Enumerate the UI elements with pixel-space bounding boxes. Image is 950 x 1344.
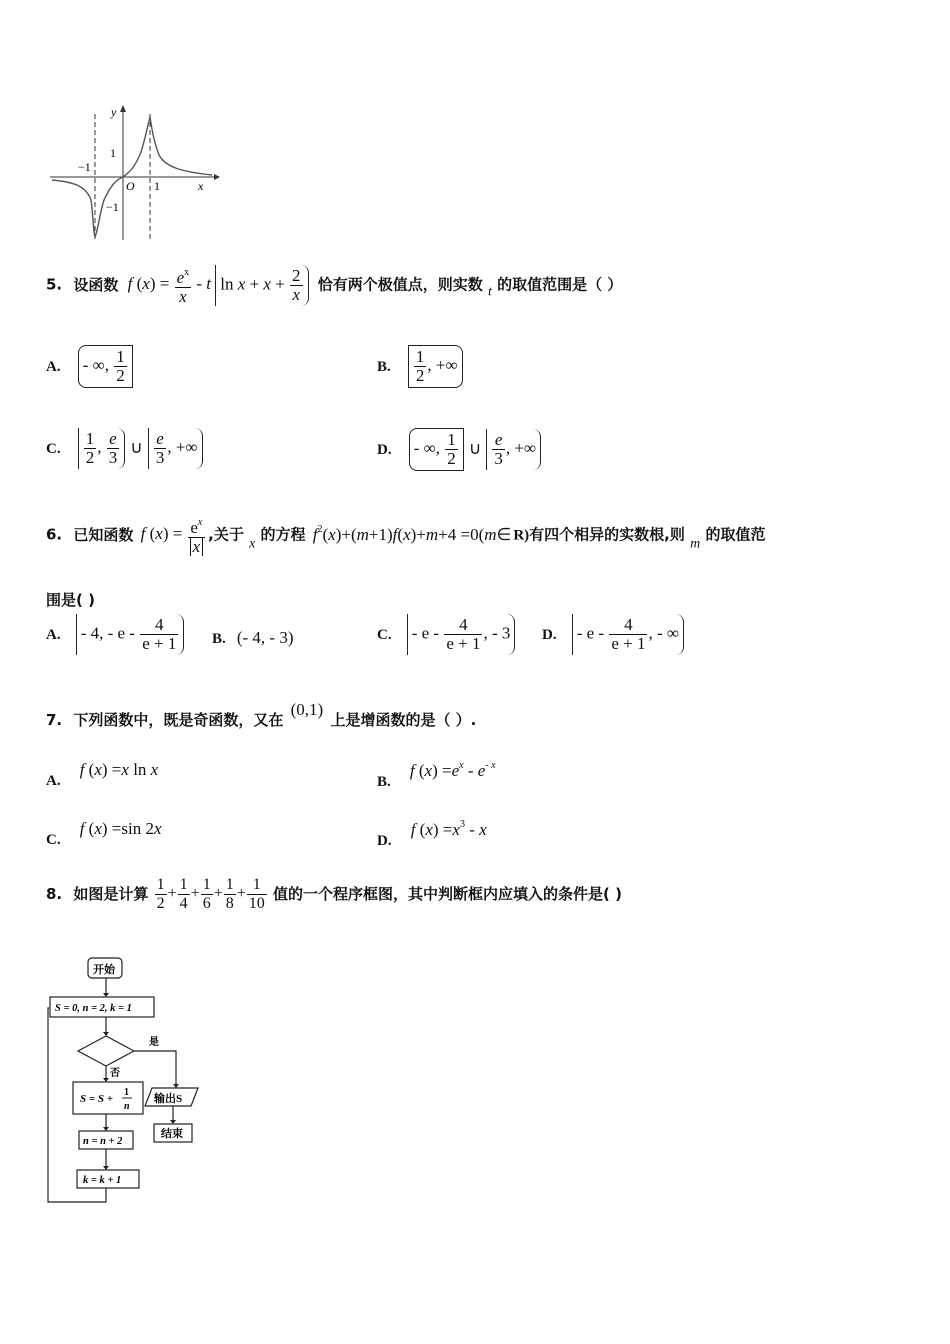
- q7-option-b-label: B.: [377, 774, 391, 790]
- q6-lead: 已知函数: [73, 525, 134, 544]
- q6-mid3: 有四个相异的实数根,则: [529, 525, 685, 544]
- q7-option-a[interactable]: A. f (x) =x ln x: [46, 760, 159, 789]
- q7-option-d[interactable]: D. f $(x) =x^3 - x$: [377, 819, 487, 849]
- q8-denom-5: 10: [248, 895, 265, 912]
- flow-end: 结束: [161, 1128, 183, 1140]
- q6-r: R): [513, 527, 530, 544]
- q6-number: 6.: [46, 525, 63, 544]
- graph-tick-x-one: 1: [154, 179, 160, 193]
- q8-number: 8.: [46, 885, 63, 903]
- graph-tick-y-one: 1: [110, 146, 116, 160]
- q8-lead: 如图是计算: [73, 885, 149, 903]
- q6-option-b-label: B.: [212, 631, 226, 647]
- q5-tail: 恰有两个极值点，则实数: [317, 275, 483, 294]
- q5-lead: 设函数: [73, 275, 119, 294]
- q8-denom-1: 2: [156, 895, 165, 912]
- question-8: [46, 876, 622, 913]
- q6-option-d-label: D.: [542, 627, 557, 643]
- graph-origin: O: [126, 179, 135, 193]
- question-5: [46, 264, 622, 306]
- q5-option-a[interactable]: A. - ∞, $\frac{1}{2}$: [46, 345, 133, 388]
- q6-end1: 的取值范: [705, 525, 766, 544]
- q6-mid2: 的方程: [260, 525, 306, 544]
- q6-equation: $f^2(x)+(m+1)f(x)+m+4$ =0(m∈: [312, 523, 512, 544]
- q7-option-d-label: D.: [377, 833, 392, 849]
- flow-no: 否: [110, 1068, 120, 1079]
- q8-sum: $\frac{1}{2}$ + $\frac{1}{4}$ + $\frac{1}{6}$ + $\frac{1}{8}$ + $\frac{1}{10}$: [156, 876, 265, 912]
- q7-option-a-label: A.: [46, 773, 61, 789]
- q8-denom-2: 4: [179, 895, 188, 912]
- flow-update-k: k = k + 1: [83, 1175, 122, 1186]
- graph-y-label: y: [111, 105, 117, 119]
- q7-option-b[interactable]: B. f $(x) =e^x - e^{- x}$: [377, 760, 496, 790]
- flow-update-s: S = S +: [80, 1093, 114, 1105]
- flow-update-s-den: n: [124, 1101, 130, 1112]
- flow-update-s-num: 1: [124, 1087, 129, 1098]
- q5-option-d[interactable]: D. - ∞, $\frac{1}{2}$ ∪ $\frac{e}{3}$ , +∞: [377, 428, 541, 471]
- q6-var-x: x: [249, 536, 256, 552]
- q6-option-a-label: A.: [46, 627, 61, 643]
- q7-option-c[interactable]: C. f (x) =sin 2x: [46, 819, 162, 848]
- q6-option-a[interactable]: A. - 4, - e - $\frac{4}{e + 1}$: [46, 614, 184, 655]
- question-7: [46, 700, 476, 730]
- q6-option-d[interactable]: D. - e - $\frac{4}{e + 1}$ , - ∞: [542, 614, 684, 655]
- q7-option-c-label: C.: [46, 832, 61, 848]
- q7-end: 上是增函数的是（ ）.: [330, 711, 477, 729]
- q7-lead: 下列函数中，既是奇函数，又在: [73, 711, 284, 729]
- q6-mid1: ,关于: [208, 525, 244, 544]
- q6-option-b[interactable]: B. (- 4, - 3): [212, 628, 294, 647]
- flow-update-n: n = n + 2: [83, 1136, 123, 1147]
- flow-yes: 是: [149, 1037, 159, 1048]
- q8-denom-3: 6: [202, 895, 211, 912]
- flowchart: [40, 950, 220, 1210]
- q7-number: 7.: [46, 711, 63, 729]
- q5-option-c-label: C.: [46, 441, 61, 457]
- q6-option-c[interactable]: C. - e - $\frac{4}{e + 1}$ , - 3: [377, 614, 515, 655]
- q5-end: 的取值范围是（ ）: [497, 275, 623, 294]
- q8-denom-4: 8: [225, 895, 234, 912]
- q5-option-c[interactable]: C. $\frac{1}{2}$ , $\frac{e}{3}$ ∪ $\frac{e}{3}$ , +∞: [46, 428, 203, 469]
- q8-end: 值的一个程序框图，其中判断框内应填入的条件是( ): [272, 885, 622, 903]
- q5-number: 5.: [46, 275, 63, 294]
- function-graph: [44, 100, 224, 245]
- flow-init: S = 0, n = 2, k = 1: [55, 1003, 132, 1014]
- q6-continuation: 围是( ): [46, 591, 95, 609]
- q7-interval: (0,1): [290, 700, 324, 719]
- question-6: [46, 514, 765, 556]
- q5-formula: f (x) = $\frac{e^x}{x}$ - t ln x + x + $\frac{2}{x}$: [128, 264, 309, 306]
- q5-option-b-label: B.: [377, 359, 391, 375]
- q6-var-m: m: [690, 536, 701, 552]
- q6-option-c-label: C.: [377, 627, 392, 643]
- flow-start: 开始: [93, 964, 115, 976]
- graph-x-label: x: [198, 179, 204, 193]
- graph-tick-x-minus-one: −1: [78, 160, 91, 174]
- q5-var-t: t: [488, 284, 492, 300]
- graph-tick-y-minus-one: −1: [106, 200, 119, 214]
- q6-formula-f: f (x) = $\frac{e^x}{x}$: [141, 514, 207, 556]
- q5-option-d-label: D.: [377, 442, 392, 458]
- q5-option-a-label: A.: [46, 359, 61, 375]
- flow-output: 输出S: [154, 1093, 183, 1105]
- q5-option-b[interactable]: B. $\frac{1}{2}$ , +∞: [377, 345, 463, 388]
